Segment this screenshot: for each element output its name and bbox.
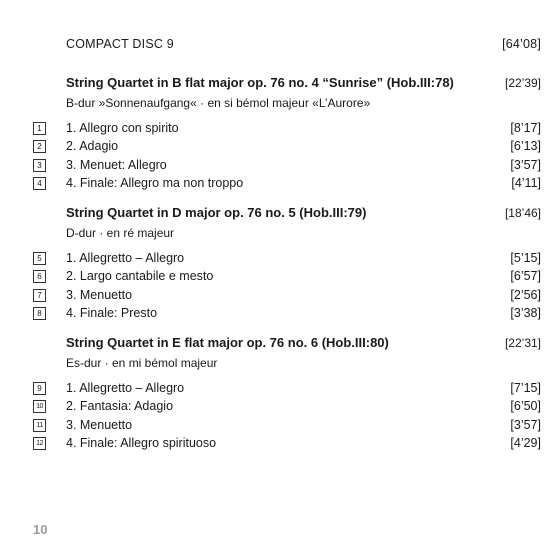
track-title: 1. Allegretto – Allegro (66, 251, 185, 265)
track-time: [5’15] (510, 251, 541, 265)
track-title: 2. Adagio (66, 139, 119, 154)
track-title: 2. Fantasia: Adagio (66, 399, 174, 414)
track-row (37, 379, 541, 397)
track-number-box: 9 (33, 382, 46, 395)
track-number-box: 10 (33, 400, 46, 413)
track-list (37, 119, 541, 192)
track-title: 1. Allegro con spirito (66, 121, 179, 135)
track-time: [8’17] (510, 121, 541, 135)
track-title: 3. Menuet: Allegro (66, 157, 167, 172)
track-time: [6’13] (510, 139, 541, 154)
track-number-box: 11 (33, 419, 46, 432)
track-time: [3’57] (510, 417, 541, 432)
track-title: 4. Finale: Presto (66, 305, 158, 320)
track-row (37, 249, 541, 267)
track-row (37, 156, 541, 174)
work-header (66, 335, 541, 350)
track-time: [6’57] (510, 269, 541, 284)
work-subtitle: Es-dur · en mi bémol majeur (66, 356, 218, 370)
track-row (37, 137, 541, 155)
track-number-box: 3 (33, 159, 46, 172)
track-time: [4’29] (510, 435, 541, 450)
work-section (37, 75, 541, 192)
work-header (66, 205, 541, 220)
disc-header (66, 37, 541, 51)
work-title: String Quartet in D major op. 76 no. 5 (Hob.III:79) (66, 205, 367, 220)
work-header (66, 75, 541, 90)
work-subtitle: D-dur · en ré majeur (66, 226, 175, 240)
track-number-box: 8 (33, 307, 46, 320)
track-title: 3. Menuetto (66, 417, 133, 432)
track-row (36, 434, 541, 452)
page-number: 10 (33, 522, 48, 537)
track-number-box: 12 (33, 437, 46, 450)
track-time: [6’50] (510, 399, 541, 414)
track-row (37, 174, 541, 192)
track-number-box: 1 (33, 122, 46, 135)
track-number-box: 7 (33, 289, 46, 302)
disc-label: COMPACT DISC 9 (66, 37, 174, 51)
track-row (37, 304, 541, 322)
work-section (37, 205, 541, 322)
track-number-box: 2 (33, 140, 46, 153)
track-row (36, 416, 541, 434)
track-number-box: 4 (33, 177, 46, 190)
work-duration: [22’39] (504, 76, 541, 90)
track-title: 2. Largo cantabile e mesto (66, 269, 214, 284)
track-time: [4’11] (511, 175, 541, 190)
track-title: 4. Finale: Allegro spirituoso (66, 435, 217, 450)
work-section (36, 335, 541, 452)
work-title: String Quartet in B flat major op. 76 no. 4 “Sunrise” (Hob.III:78) (66, 75, 454, 90)
disc-duration: [64’08] (502, 37, 541, 51)
track-time: [7’15] (510, 381, 541, 395)
track-title: 3. Menuetto (66, 287, 133, 302)
track-time: [3’57] (510, 157, 541, 172)
track-title: 1. Allegretto – Allegro (66, 381, 185, 395)
track-title: 4. Finale: Allegro ma non troppo (66, 175, 244, 190)
work-subtitle: B-dur »Sonnenaufgang« · en si bémol majeur «L’Aurore» (66, 96, 371, 110)
track-number-box: 6 (33, 270, 46, 283)
track-row (36, 397, 541, 415)
track-time: [3’38] (510, 305, 541, 320)
work-title: String Quartet in E flat major op. 76 no. 6 (Hob.III:80) (66, 335, 389, 350)
track-time: [2’56] (510, 287, 541, 302)
track-row (37, 119, 541, 137)
track-row (37, 286, 541, 304)
work-duration: [18’46] (504, 206, 541, 220)
track-number-box: 5 (33, 252, 46, 265)
track-row (37, 267, 541, 285)
work-duration: [22’31] (504, 336, 541, 350)
track-list (36, 379, 541, 452)
track-list (37, 249, 541, 322)
